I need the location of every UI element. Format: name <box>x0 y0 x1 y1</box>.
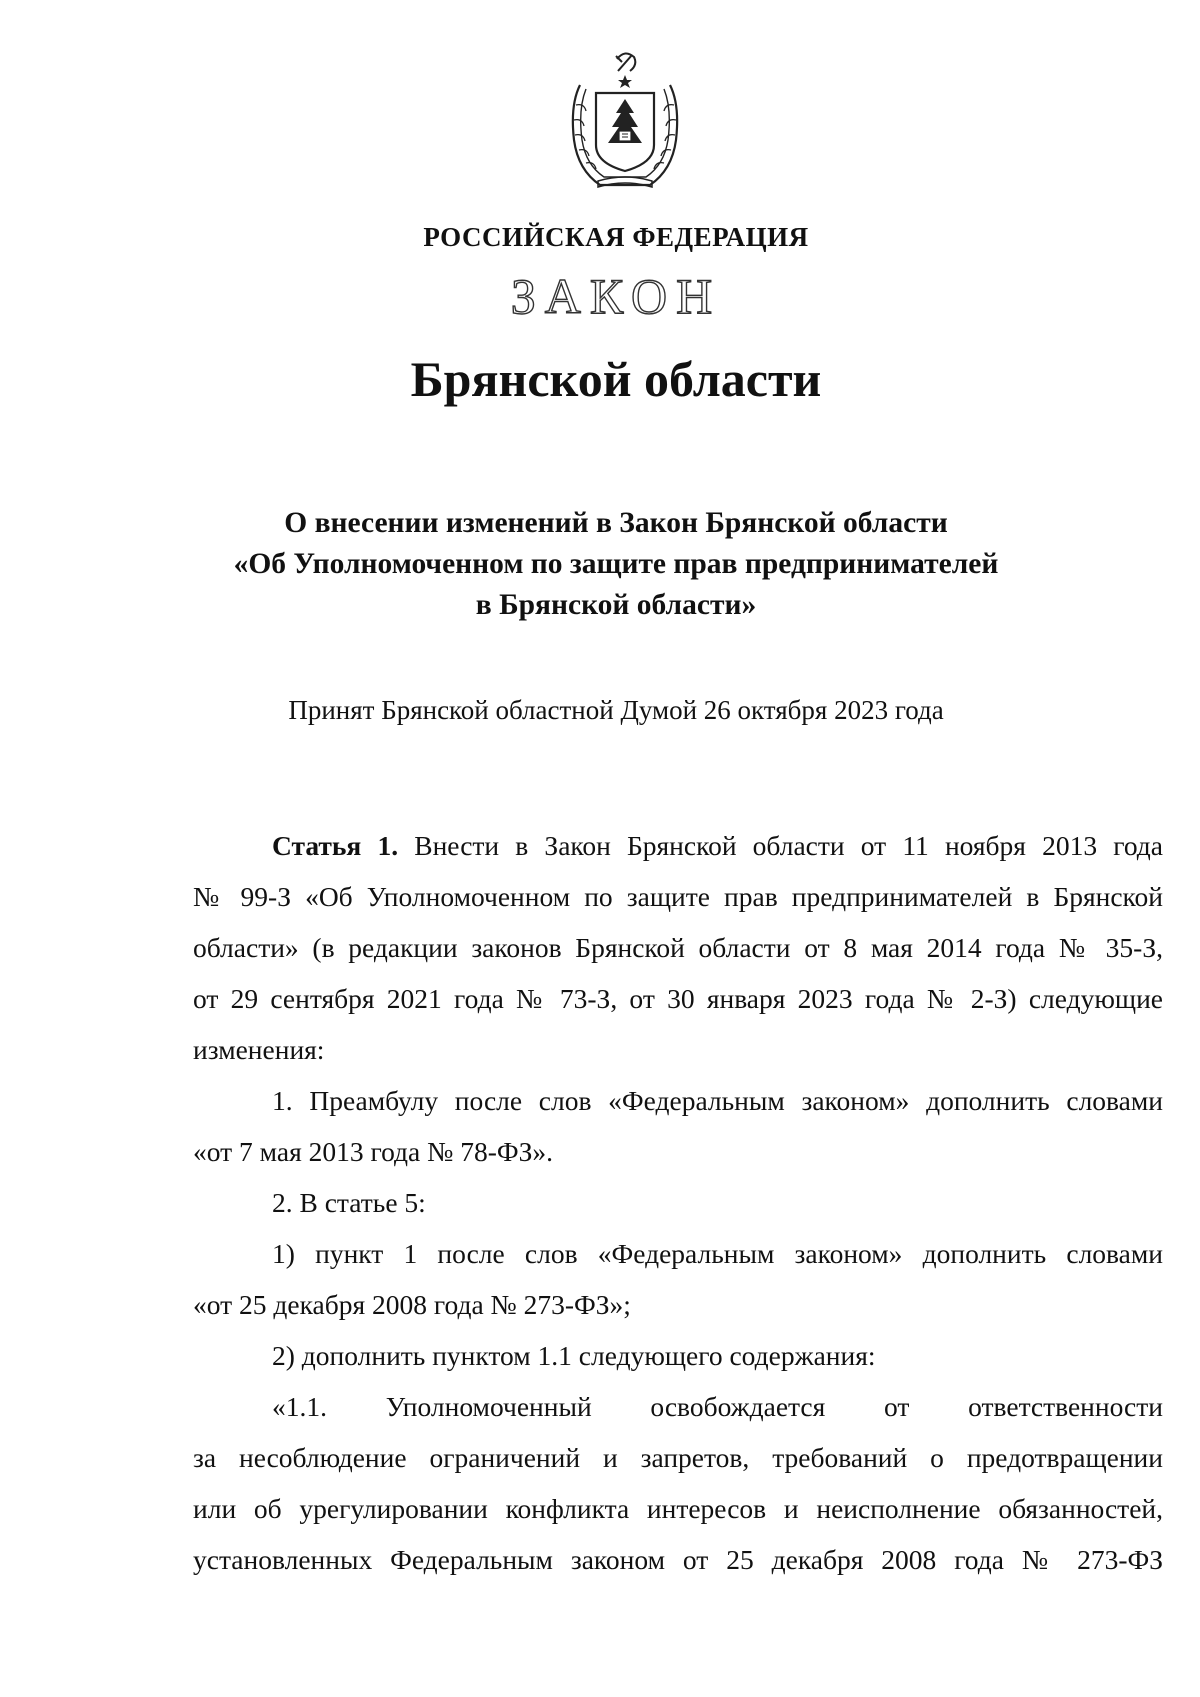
body-line: установленных Федеральным законом от 25 декабря 2008 года № 273-ФЗ <box>193 1544 1163 1575</box>
law-title-line-3: в Брянской области» <box>475 589 757 621</box>
article-text: Внести в Закон Брянской области от 11 ноября 2013 года <box>398 830 1163 861</box>
region-heading: Брянской области <box>410 351 822 407</box>
body-line: или об урегулировании конфликта интересов и неисполнение обязанностей, <box>193 1493 1163 1524</box>
body-line: 1) пункт 1 после слов «Федеральным законом» дополнить словами <box>272 1238 1163 1269</box>
body-line: 2) дополнить пунктом 1.1 следующего содержания: <box>272 1340 876 1371</box>
body-line: за несоблюдение ограничений и запретов, требований о предотвращении <box>193 1442 1163 1473</box>
law-title <box>150 503 1082 626</box>
body-line: изменения: <box>193 1034 325 1065</box>
body-line: области» (в редакции законов Брянской области от 8 мая 2014 года № 35-З, <box>193 932 1163 963</box>
law-body <box>193 820 1163 1585</box>
law-heading: ЗАКОН <box>510 268 722 324</box>
coat-of-arms-emblem <box>560 45 690 195</box>
body-line: от 29 сентября 2021 года № 73-З, от 30 января 2023 года № 2-З) следующие <box>193 983 1163 1014</box>
body-line: № 99-З «Об Уполномоченном по защите прав предпринимателей в Брянской <box>193 881 1163 912</box>
body-line: 1. Преамбулу после слов «Федеральным законом» дополнить словами <box>272 1085 1163 1116</box>
body-line: «1.1. Уполномоченный освобождается от ответственности <box>272 1391 1163 1422</box>
adoption-note: Принят Брянской областной Думой 26 октября 2023 года <box>288 695 944 725</box>
body-line <box>193 820 1163 871</box>
law-title-line-2: «Об Уполномоченном по защите прав предпринимателей <box>233 548 999 580</box>
article-label: Статья 1. <box>272 830 399 861</box>
law-title-line-1: О внесении изменений в Закон Брянской области <box>284 507 948 539</box>
body-line: «от 7 мая 2013 года № 78-ФЗ». <box>193 1136 553 1167</box>
body-line: 2. В статье 5: <box>272 1187 426 1218</box>
body-line: «от 25 декабря 2008 года № 273-ФЗ»; <box>193 1289 631 1320</box>
federation-heading: РОССИЙСКАЯ ФЕДЕРАЦИЯ <box>423 222 809 252</box>
